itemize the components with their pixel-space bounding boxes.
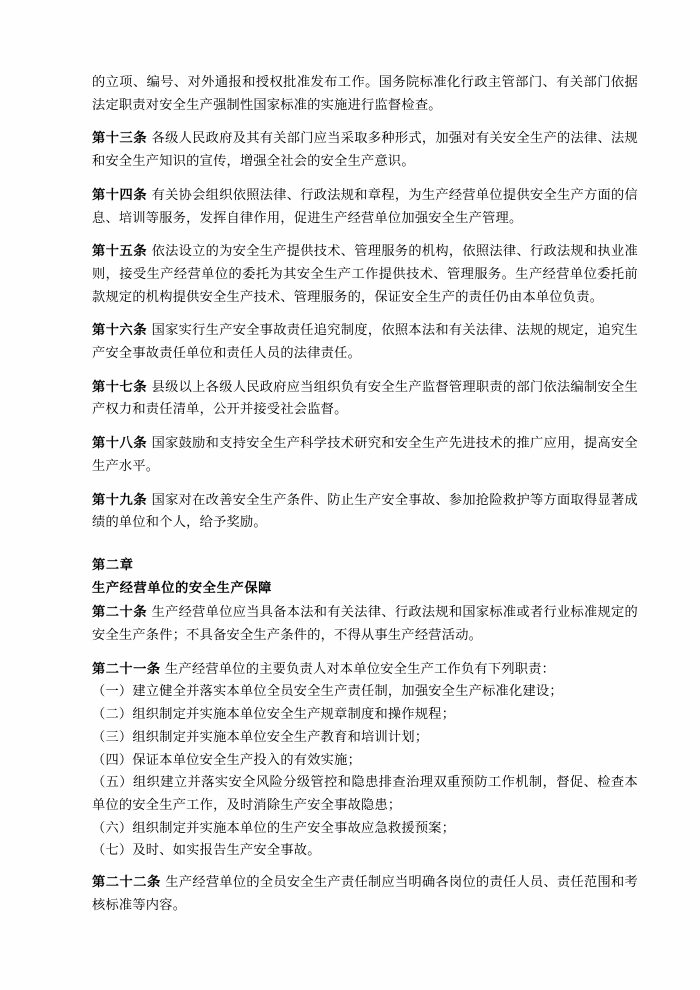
article-14 bbox=[92, 185, 638, 230]
article-17 bbox=[92, 377, 638, 422]
article-21-lead bbox=[92, 659, 638, 682]
article-21-item-1: （一）建立健全并落实本单位全员安全生产责任制，加强安全生产标准化建设； bbox=[92, 684, 563, 700]
paragraph-continuation: 的立项、编号、对外通报和授权批准发布工作。国务院标准化行政主管部门、有关部门依据法定职责对安全生产强制性国家标准的实施进行监督检查。 bbox=[92, 75, 638, 113]
article-21-item-6: （六）组织制定并实施本单位的生产安全事故应急救援预案； bbox=[92, 820, 456, 836]
article-21-item-7: （七）及时、如实报告生产安全事故。 bbox=[92, 843, 321, 859]
document-body bbox=[92, 72, 638, 918]
article-21-label: 第二十一条 bbox=[92, 661, 161, 677]
article-21-lead-text: 生产经营单位的主要负责人对本单位安全生产工作负有下列职责： bbox=[165, 661, 556, 677]
article-18-label: 第十八条 bbox=[92, 436, 148, 452]
article-16-text: 国家实行生产安全事故责任追究制度，依照本法和有关法律、法规的规定，追究生产安全事故责任单位和责任人员的法律责任。 bbox=[92, 323, 638, 362]
article-22 bbox=[92, 872, 638, 917]
article-15 bbox=[92, 241, 638, 309]
article-13-text: 各级人民政府及其有关部门应当采取多种形式，加强对有关安全生产的法律、法规和安全生产知识的宣传，增强全社会的安全生产意识。 bbox=[92, 131, 638, 170]
article-13-label: 第十三条 bbox=[92, 131, 148, 147]
article-22-text: 生产经营单位的全员安全生产责任制应当明确各岗位的责任人员、责任范围和考核标准等内容。 bbox=[92, 875, 638, 913]
chapter-number: 第二章 bbox=[92, 557, 134, 573]
article-16 bbox=[92, 320, 638, 365]
article-21-item-3: （三）组织制定并实施本单位安全生产教育和培训计划； bbox=[92, 729, 429, 745]
article-19 bbox=[92, 490, 638, 535]
article-16-label: 第十六条 bbox=[92, 323, 148, 339]
article-17-text: 县级以上各级人民政府应当组织负有安全生产监督管理职责的部门依法编制安全生产权力和责任清单，公开并接受社会监督。 bbox=[92, 379, 638, 418]
article-15-text: 依法设立的为安全生产提供技术、管理服务的机构，依照法律、行政法规和执业准则，接受生产经营单位的委托为其安全生产工作提供技术、管理服务。生产经营单位委托前款规定的机构提供安全生产技术、管理服务的，保证安全生产的责任仍由本单位负责。 bbox=[92, 244, 638, 305]
article-22-label: 第二十二条 bbox=[92, 875, 161, 891]
article-19-text: 国家对在改善安全生产条件、防止生产安全事故、参加抢险救护等方面取得显著成绩的单位和个人，给予奖励。 bbox=[92, 492, 638, 531]
article-14-text: 有关协会组织依照法律、行政法规和章程，为生产经营单位提供安全生产方面的信息、培训等服务，发挥自律作用，促进生产经营单位加强安全生产管理。 bbox=[92, 187, 638, 226]
article-18 bbox=[92, 433, 638, 478]
article-20-label: 第二十条 bbox=[92, 605, 148, 621]
article-21-item-4: （四）保证本单位安全生产投入的有效实施； bbox=[92, 752, 362, 768]
article-17-label: 第十七条 bbox=[92, 379, 148, 395]
article-18-text: 国家鼓励和支持安全生产科学技术研究和安全生产先进技术的推广应用，提高安全生产水平。 bbox=[92, 436, 638, 474]
article-14-label: 第十四条 bbox=[92, 187, 148, 203]
spacer bbox=[92, 863, 638, 872]
article-19-label: 第十九条 bbox=[92, 492, 148, 508]
article-15-label: 第十五条 bbox=[92, 244, 148, 260]
article-20 bbox=[92, 602, 638, 647]
article-21-item-5: （五）组织建立并落实安全风险分级管控和隐患排查治理双重预防工作机制，督促、检查本单位的安全生产工作，及时消除生产安全事故隐患； bbox=[92, 775, 638, 813]
article-20-text: 生产经营单位应当具备本法和有关法律、行政法规和国家标准或者行业标准规定的安全生产条件；不具备安全生产条件的，不得从事生产经营活动。 bbox=[92, 605, 638, 644]
article-21-item-2: （二）组织制定并实施本单位安全生产规章制度和操作规程； bbox=[92, 707, 456, 723]
chapter-title: 生产经营单位的安全生产保障 bbox=[92, 580, 273, 596]
spacer bbox=[92, 546, 638, 555]
article-13 bbox=[92, 128, 638, 173]
